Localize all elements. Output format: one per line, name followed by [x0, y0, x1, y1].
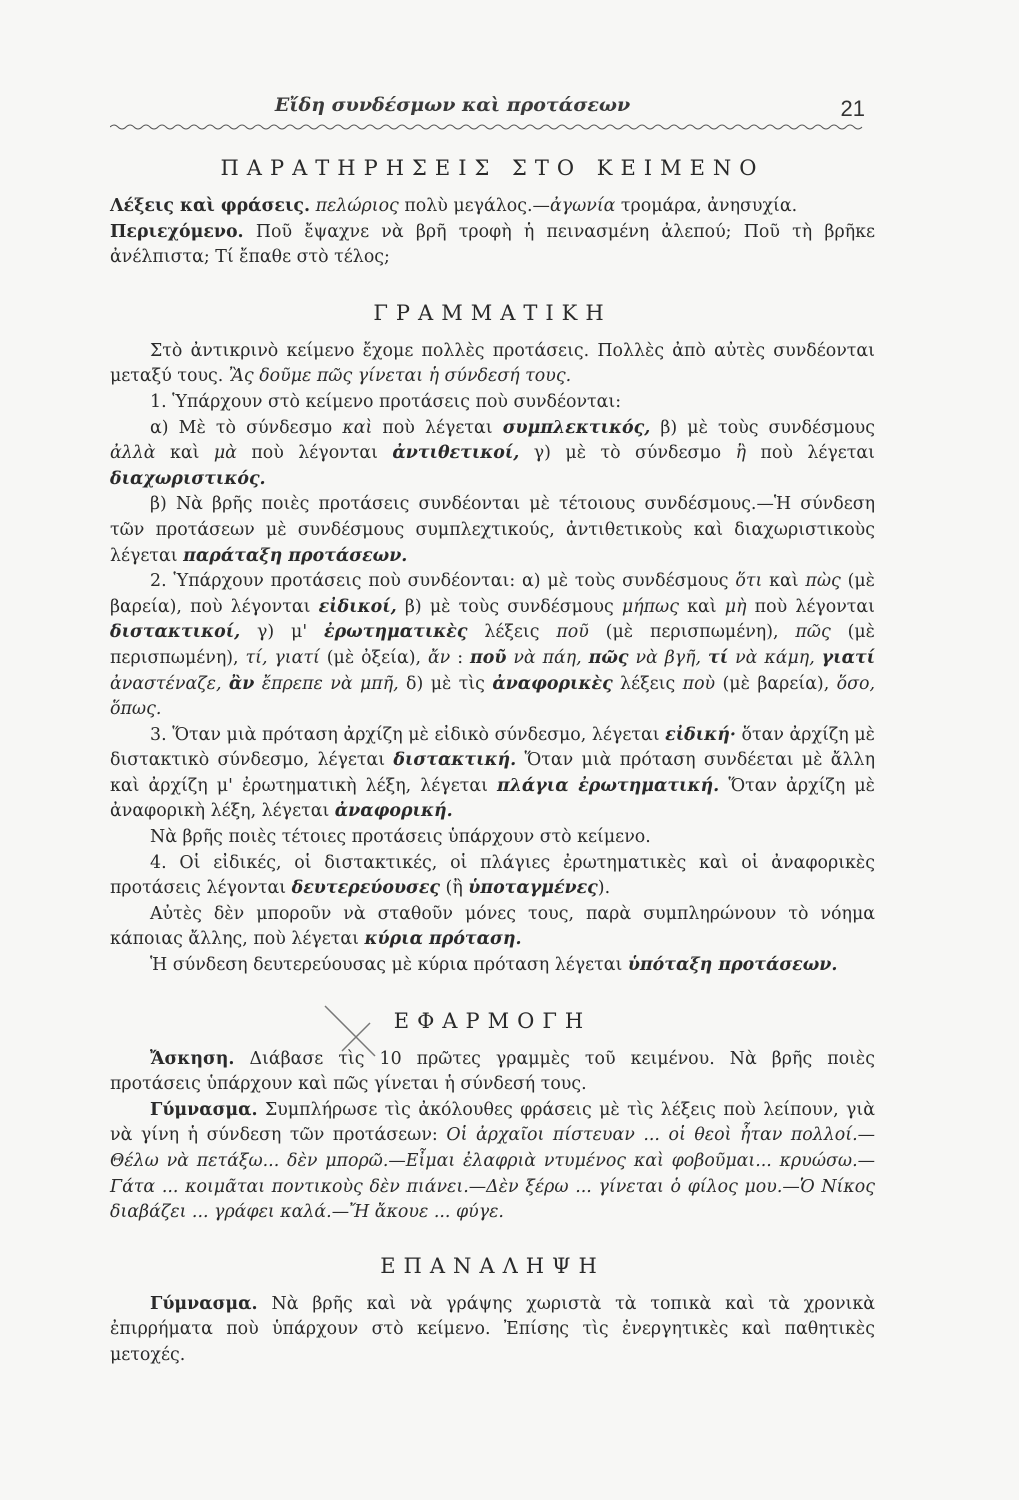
- page: [110, 90, 875, 1369]
- text: πολὺ μεγάλος.—: [404, 196, 550, 216]
- text: ).: [597, 878, 611, 899]
- term: ἄν: [427, 647, 451, 668]
- text: β) μὲ τοὺς συνδέσμους: [650, 417, 875, 438]
- term: ὅσο, ὅπως.: [110, 673, 875, 720]
- term: νὰ κάμη,: [735, 647, 815, 668]
- paragraph-grammar-intro: [110, 339, 875, 390]
- text: Νὰ βρῆς καὶ νὰ γράψης χωριστὰ τὰ τοπικὰ καὶ τὰ χρονικὰ ἐπιρρήματα ποὺ ὑπάρχουν στὸ κείμενο. Ἐπίσης τὶς ἐνεργητικὲς καὶ παθητικὲς μετοχές.: [110, 1293, 875, 1365]
- term-bold: δευτερεύουσες: [291, 878, 441, 899]
- text: Ὅταν μιὰ πρόταση συνδέεται μὲ ἄλλη καὶ ἀρχίζη μ' ἐρωτηματικὴ λέξη, λέγεται: [110, 750, 875, 796]
- handwritten-cross-mark: [320, 1001, 380, 1061]
- text: Διάβασε τὶς 10 πρῶτες γραμμὲς τοῦ κειμένου. Νὰ βρῆς ποιὲς προτάσεις ὑπάρχουν καὶ πῶς γίνεται ἡ σύνδεσή τους.: [110, 1048, 875, 1095]
- text: (μὲ ὀξεία),: [319, 647, 428, 668]
- paragraph-item-4b: [110, 902, 875, 953]
- label-exercise: Ἄσκηση.: [150, 1048, 235, 1069]
- text: (μὲ περισπωμένη),: [110, 622, 875, 668]
- text: λέξεις: [467, 622, 557, 643]
- section-heading-application: ΕΦΑΡΜΟΓΗ: [393, 1008, 592, 1033]
- term-bold: εἰδικοί,: [318, 596, 397, 617]
- text: ποὺ λέγονται: [236, 443, 393, 464]
- term: ποῦ: [556, 622, 589, 643]
- term-bold: διαχωριστικός.: [110, 468, 266, 489]
- application-heading-wrap: [110, 1009, 875, 1033]
- text: [222, 674, 229, 694]
- text: [582, 648, 589, 668]
- term-bold: ὑποταγμένες: [468, 878, 598, 899]
- text: ποὺ λέγεται: [372, 417, 503, 438]
- text: :: [450, 647, 470, 668]
- paragraph-item-3b: Νὰ βρῆς ποιὲς τέτοιες προτάσεις ὑπάρχουν στὸ κείμενο.: [150, 827, 651, 848]
- paragraph-item-1a: [110, 416, 875, 493]
- term: πὼς: [805, 571, 841, 592]
- text: 2. Ὑπάρχουν προτάσεις ποὺ συνδέονται: α) μὲ τοὺς συνδέσμους: [150, 571, 736, 592]
- label-drill: Γύμνασμα.: [150, 1293, 258, 1314]
- paragraph-item-1: [110, 390, 875, 416]
- text: [815, 648, 822, 668]
- running-title: Εἴδη συνδέσμων καὶ προτάσεων: [274, 94, 631, 116]
- term: ἔπρεπε νὰ μπῆ,: [261, 673, 399, 694]
- text: (μὲ βαρεία),: [715, 673, 837, 694]
- page-number: 21: [840, 96, 865, 121]
- term-bold: ἐρωτηματικὲς: [324, 622, 468, 643]
- paragraph-review-drill: [110, 1292, 875, 1369]
- term: τί, γιατί: [245, 647, 320, 668]
- text: (μὲ περισπωμένη),: [588, 622, 796, 643]
- text: (μὲ βαρεία), ποὺ λέγονται: [110, 571, 875, 617]
- term-agonia: ἀγωνία: [549, 196, 616, 216]
- text: Ἡ σύνδεση δευτερεύουσας μὲ κύρια πρόταση λέγεται: [150, 955, 628, 976]
- term: μὴ: [724, 596, 747, 617]
- running-header: [110, 90, 875, 126]
- text: β) Νὰ βρῆς ποιὲς προτάσεις συνδέονται μὲ τέτοιους συνδέσμους.—Ἡ σύνδεση τῶν προτάσεων μὲ συνδέσμους συμπλεχτικούς, ἀντιθετικοὺς καὶ διαχωριστικοὺς λέγεται: [110, 494, 875, 566]
- text: α) Μὲ τὸ σύνδεσμο: [150, 417, 343, 438]
- term-bold: ἂν: [228, 673, 255, 694]
- text: β) μὲ τοὺς συνδέσμους: [396, 596, 622, 617]
- term-bold: ἀντιθετικοί,: [392, 443, 520, 464]
- term-bold: κύρια πρόταση.: [364, 929, 522, 950]
- text: [701, 648, 708, 668]
- paragraph-item-2: [110, 569, 875, 723]
- text: Ὅταν ἀρχίζη μὲ ἀναφορικὴ λέξη, λέγεται: [110, 775, 876, 822]
- text: [254, 674, 261, 694]
- term-bold: πῶς: [588, 647, 629, 668]
- italic-sentences: Οἱ ἀρχαῖοι πίστευαν ... οἱ θεοὶ ἦταν πολλοί.—Θέλω νὰ πετάξω... δὲν μπορῶ.—Εἶμαι ἐλαφριὰ ντυμένος καὶ φοβοῦμαι... κρυώσω.—Γάτα ... κοιμᾶται ποντικοὺς δὲν πιάνει.—Δὲν ξέρω ... γίνεται ὁ φίλος μου.—Ὁ Νίκος διαβάζει ... γράφει καλά.—Ἤ ἄκουε ... φύγε.: [110, 1125, 876, 1223]
- term: ἢ: [735, 443, 747, 464]
- term-bold: ὑπόταξη προτάσεων.: [627, 955, 838, 976]
- text: λέξεις: [612, 673, 683, 694]
- text: τρομάρα, ἀνησυχία.: [620, 196, 798, 216]
- text: καὶ: [678, 596, 725, 617]
- text: Αὐτὲς δὲν μποροῦν νὰ σταθοῦν μόνες τους, παρὰ συμπληρώνουν τὸ νόημα κάποιας ἄλλης, ποὺ λέγεται: [110, 903, 875, 950]
- text: ὅταν ἀρχίζη μὲ διστακτικὸ σύνδεσμο, λέγεται: [110, 724, 875, 771]
- paragraph-exercise: [110, 1047, 875, 1098]
- paragraph-drill: [110, 1098, 875, 1226]
- text: Συμπλήρωσε τὶς ἀκόλουθες φράσεις μὲ τὶς λέξεις ποὺ λείπουν, γιὰ νὰ γίνη ἡ σύνδεση τῶν προτάσεων:: [110, 1099, 875, 1146]
- text: 1. Ὑπάρχουν στὸ κείμενο προτάσεις ποὺ συνδέονται:: [150, 391, 622, 412]
- label-drill: Γύμνασμα.: [150, 1099, 258, 1120]
- paragraph-item-4: [110, 851, 875, 902]
- label-words-phrases: Λέξεις καὶ φράσεις.: [110, 196, 311, 216]
- text: καὶ: [762, 571, 806, 592]
- section-heading-observations: ΠΑΡΑΤΗΡΗΣΕΙΣ ΣΤΟ ΚΕΙΜΕΝΟ: [220, 156, 765, 180]
- text: 3. Ὅταν μιὰ πρόταση ἀρχίζη μὲ εἰδικὸ σύνδεσμο, λέγεται: [150, 724, 666, 745]
- paragraph-content: [110, 220, 875, 271]
- term: ἀλλὰ: [110, 443, 156, 464]
- text: ποὺ λέγεται: [746, 443, 875, 464]
- text: δ) μὲ τὶς: [398, 673, 493, 694]
- term-bold: διστακτικοί,: [110, 622, 241, 643]
- term: μὰ: [213, 443, 237, 464]
- term-bold: εἰδική·: [665, 724, 736, 745]
- text: καὶ: [155, 443, 214, 464]
- term-bold: διστακτική.: [393, 750, 517, 771]
- term-bold: συμπλεκτικός,: [502, 417, 651, 438]
- term-bold: ποῦ: [469, 647, 507, 668]
- term: καὶ: [342, 417, 373, 438]
- term-bold: ἀναφορική.: [334, 801, 453, 822]
- term: πῶς: [795, 622, 831, 643]
- paragraph-item-3: [110, 723, 875, 825]
- text: (ἢ: [440, 878, 469, 899]
- section-heading-grammar: ΓΡΑΜΜΑΤΙΚΗ: [373, 300, 612, 325]
- term: ποὺ: [682, 673, 716, 694]
- text: γ) μὲ τὸ σύνδεσμο: [519, 443, 736, 464]
- text: Ποῦ ἔψαχνε νὰ βρῆ τροφὴ ἡ πεινασμένη ἀλεπού; Ποῦ τὴ βρῆκε ἀνέλπιστα; Τί ἔπαθε στὸ τέλος;: [110, 221, 875, 268]
- paragraph-words-phrases: [110, 194, 875, 220]
- term-bold: τί: [708, 647, 729, 668]
- section-heading-review: ΕΠΑΝΑΛΗΨΗ: [380, 1253, 605, 1278]
- term-bold: πλάγια ἐρωτηματική.: [497, 775, 720, 796]
- term-bold: ἀναφορικὲς: [492, 673, 613, 694]
- term-bold: γιατί: [821, 647, 876, 668]
- text: γ) μ': [240, 622, 324, 643]
- label-content: Περιεχόμενο.: [110, 221, 244, 242]
- term: μήπως: [621, 596, 679, 617]
- term-pelorios: πελώριος: [315, 196, 399, 216]
- paragraph-item-1b: [110, 492, 875, 569]
- term: ὅτι: [735, 571, 763, 592]
- term: ἀναστέναζε,: [110, 673, 222, 694]
- term: νὰ πάη,: [513, 647, 582, 668]
- paragraph-item-4c: [110, 953, 875, 979]
- text: ποὺ λέγονται: [746, 596, 875, 617]
- text: Στὸ ἀντικρινὸ κείμενο ἔχομε πολλὲς προτάσεις. Πολλὲς ἀπὸ αὐτὲς συνδέονται μεταξύ τους.: [110, 340, 875, 387]
- term-bold: παράταξη προτάσεων.: [183, 545, 408, 566]
- term: νὰ βγῆ,: [635, 647, 702, 668]
- text-italic: Ἂς δοῦμε πῶς γίνεται ἡ σύνδεσή τους.: [228, 366, 572, 387]
- text: 4. Οἱ εἰδικές, οἱ διστακτικές, οἱ πλάγιες ἐρωτηματικὲς καὶ οἱ ἀναφορικὲς προτάσεις λέγονται: [110, 852, 875, 899]
